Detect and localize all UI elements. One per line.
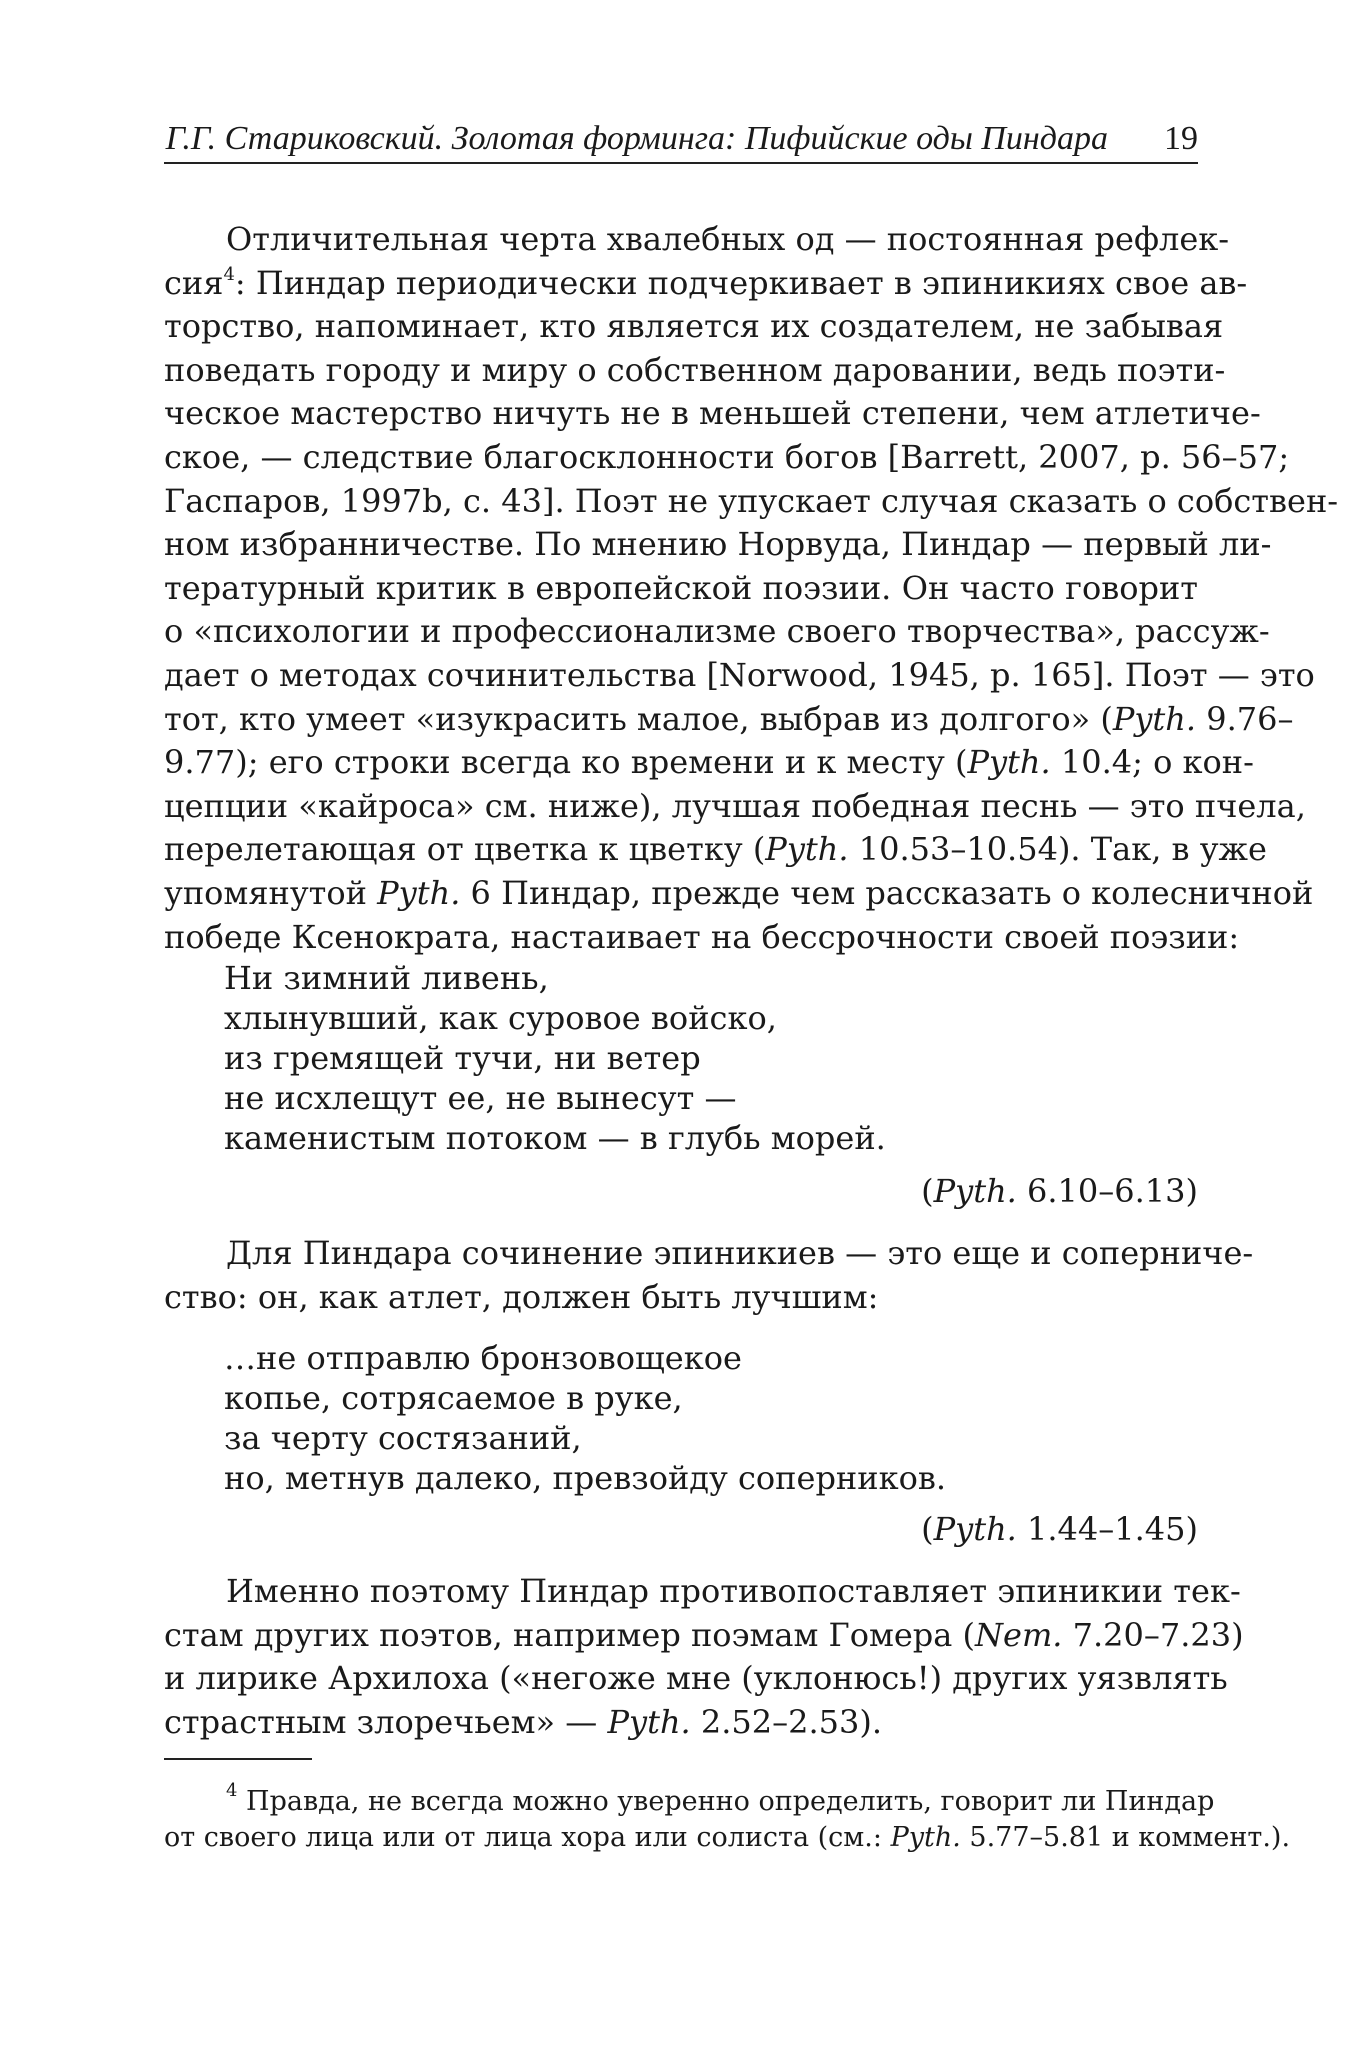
work-abbrev: Pyth. (933, 1172, 1017, 1210)
paragraph-2 (164, 1232, 1254, 1319)
text-span: тот, кто умеет «изукрасить малое, выбрав из долгого» ( (164, 699, 1113, 738)
text-line: Отличительная черта хвалебных од — постоянная рефлек- (226, 220, 1230, 258)
work-abbrev: Pyth. (377, 873, 461, 912)
text-span: упомянутой (164, 873, 378, 912)
paragraph-1 (164, 218, 1339, 959)
text-span: стам других поэтов, например поэмам Гомера ( (164, 1615, 976, 1654)
text-span: 9.77); его строки всегда ко времени и к месту ( (164, 743, 968, 782)
text-span: страстным злоречьем» — (164, 1702, 608, 1741)
text-span: сия (164, 263, 224, 302)
text-span: 7.20–7.23) (1062, 1615, 1244, 1654)
work-abbrev: Pyth. (765, 830, 849, 869)
work-abbrev: Nem. (975, 1615, 1063, 1654)
text-line (164, 872, 1314, 916)
work-abbrev: Pyth. (967, 743, 1051, 782)
verse-quote-2 (224, 1338, 1198, 1498)
work-abbrev: Pyth. (933, 1510, 1017, 1548)
verse-line: каменистым потоком — в глубь морей. (224, 1119, 886, 1157)
text-span: 10.53–10.54). Так, в уже (848, 830, 1267, 869)
text-line (164, 828, 1267, 872)
footnote-divider (164, 1758, 312, 1760)
text-line (164, 262, 1248, 306)
text-span: 6.10–6.13) (1016, 1172, 1198, 1210)
verse-line: но, метнув далеко, превзойду соперников. (224, 1459, 947, 1497)
verse-line: за черту состязаний, (224, 1419, 582, 1457)
text-line: и лирике Архилоха («негоже мне (уклонюсь!) других уязвлять (164, 1659, 1228, 1698)
verse-citation-1 (921, 1172, 1198, 1210)
text-span: Правда, не всегда можно уверенно определить, говорит ли Пиндар (237, 1786, 1215, 1817)
text-line: тературный критик в европейской поэзии. Он часто говорит (164, 568, 1198, 607)
text-line: победе Ксенократа, настаивает на бессрочности своей поэзии: (164, 917, 1240, 956)
verse-line: из гремящей тучи, ни ветер (224, 1039, 701, 1077)
footnote-ref[interactable]: 4 (223, 263, 235, 285)
text-span: 2.52–2.53). (690, 1702, 883, 1741)
text-line: ческое мастерство ничуть не в меньшей степени, чем атлетиче- (164, 394, 1261, 433)
work-abbrev: Pyth. (607, 1702, 691, 1741)
text-span: : Пиндар периодически подчеркивает в эпиникиях свое ав- (234, 263, 1248, 302)
verse-line: копье, сотрясаемое в руке, (224, 1379, 683, 1417)
text-line (164, 1614, 1244, 1658)
footnote-marker: 4 (226, 1780, 238, 1801)
text-line: ство: он, как атлет, должен быть лучшим: (164, 1277, 879, 1316)
text-line: цепции «кайроса» см. ниже), лучшая победная песнь — это пчела, (164, 786, 1306, 825)
text-span: 1.44–1.45) (1016, 1510, 1198, 1548)
paragraph-3 (164, 1570, 1244, 1744)
text-line (164, 1820, 1291, 1856)
page-number: 19 (1164, 120, 1198, 157)
text-line: торство, напоминает, кто является их создателем, не забывая (164, 307, 1224, 346)
text-line: ном избранничестве. По мнению Норвуда, Пиндар — первый ли- (164, 525, 1272, 564)
text-span: перелетающая от цветка к цветку ( (164, 830, 766, 869)
running-header (164, 118, 1198, 164)
verse-line: не исхлещут ее, не вынесут — (224, 1079, 737, 1117)
text-line: поведать городу и миру о собственном даровании, ведь поэти- (164, 350, 1226, 389)
text-line: Именно поэтому Пиндар противопоставляет эпиникии тек- (226, 1572, 1241, 1610)
footnote-4 (164, 1780, 1291, 1856)
text-line (164, 1780, 1215, 1820)
text-line (164, 1701, 1198, 1745)
text-line: дает о методах сочинительства [Norwood, 1945, p. 165]. Поэт — это (164, 655, 1315, 694)
text-line: Гаспаров, 1997b, с. 43]. Поэт не упускает случая сказать о собствен- (164, 481, 1339, 520)
text-line (164, 698, 1294, 742)
running-title: Г.Г. Стариковский. Золотая форминга: Пифийские оды Пиндара (165, 120, 1108, 157)
text-line (164, 741, 1254, 785)
verse-citation-2 (921, 1510, 1198, 1548)
work-abbrev: Pyth. (1112, 699, 1197, 738)
text-span: от своего лица или от лица хора или солиста (см.: (164, 1822, 891, 1853)
text-span: 10.4; о кон- (1050, 743, 1254, 782)
verse-line: …не отправлю бронзовощекое (224, 1339, 742, 1377)
text-span: 6 Пиндар, прежде чем рассказать о колесничной (460, 873, 1314, 912)
text-span: ( (921, 1510, 934, 1548)
verse-quote-1 (224, 958, 1198, 1158)
text-line: о «психологии и профессионализме своего творчества», рассуж- (164, 612, 1270, 651)
text-span: 9.76– (1196, 699, 1294, 738)
text-span: ( (921, 1172, 934, 1210)
verse-line: хлынувший, как суровое войско, (224, 999, 777, 1037)
text-span: 5.77–5.81 и коммент.). (960, 1822, 1291, 1853)
text-line: Для Пиндара сочинение эпиникиев — это еще и соперниче- (226, 1234, 1254, 1272)
verse-line: Ни зимний ливень, (224, 959, 549, 997)
work-abbrev: Pyth. (890, 1822, 961, 1853)
text-line: ское, — следствие благосклонности богов [Barrett, 2007, p. 56–57; (164, 437, 1290, 476)
